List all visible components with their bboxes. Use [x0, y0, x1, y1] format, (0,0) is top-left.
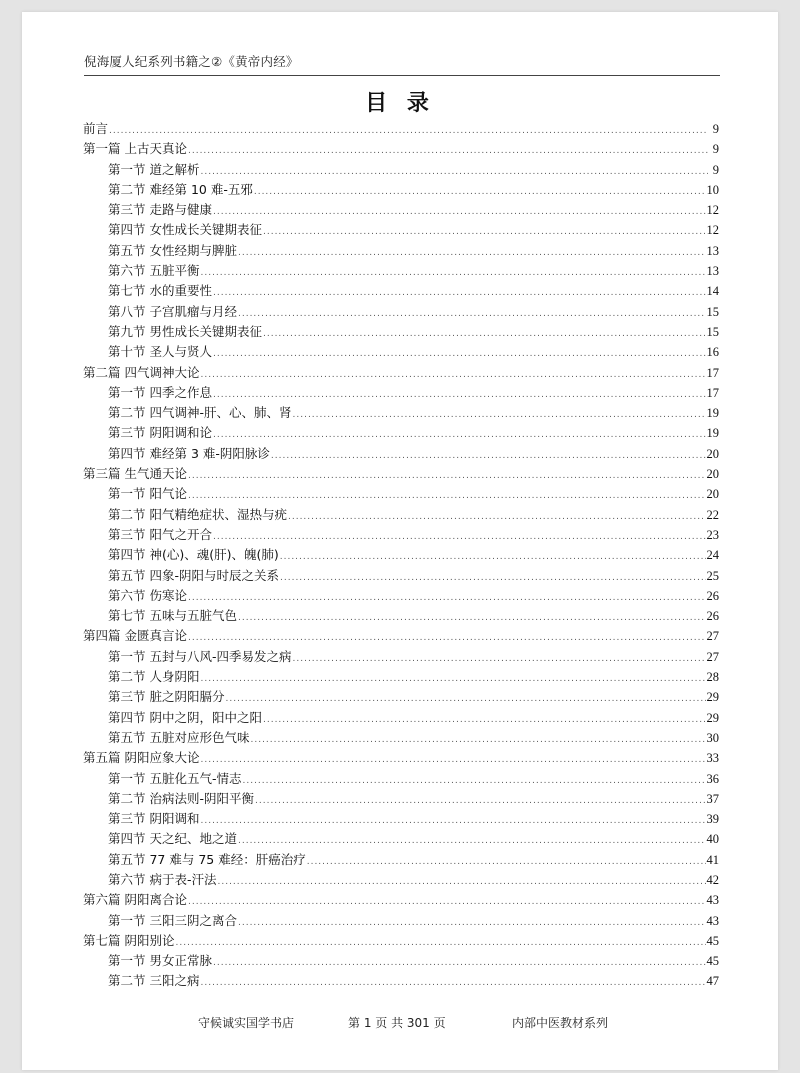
toc-section-entry[interactable]: [83, 160, 719, 180]
toc-entry-page: 42: [706, 872, 719, 887]
toc-entry-label: 第一节 五脏化五气-情志: [108, 770, 242, 786]
toc-entry-label: 第一节 三阳三阴之离合: [108, 912, 237, 928]
toc-entry-page: 24: [706, 548, 719, 563]
toc-entry-label: 第十节 圣人与贤人: [108, 344, 212, 360]
toc-leader-dots: [271, 446, 706, 466]
page-title: 目 录: [365, 91, 435, 116]
toc-entry-page: 28: [706, 670, 719, 685]
toc-entry-label: 第三节 脏之阴阳膈分: [108, 689, 225, 705]
toc-leader-dots: [200, 365, 705, 385]
toc-leader-dots: [213, 202, 706, 222]
toc-section-entry[interactable]: [83, 423, 719, 443]
toc-leader-dots: [217, 872, 705, 892]
toc-leader-dots: [200, 669, 705, 689]
toc-entry-label: 第二节 三阳之病: [108, 973, 200, 989]
toc-leader-dots: [213, 344, 706, 364]
toc-entry-label: 第一节 五封与八风-四季易发之病: [108, 648, 292, 664]
toc-entry-page: 26: [706, 588, 719, 603]
toc-entry-label: 第六节 伤寒论: [108, 587, 187, 603]
toc-section-entry[interactable]: [83, 809, 719, 829]
toc-leader-dots: [188, 892, 706, 912]
toc-entry-label: 第六节 病于表-汗法: [108, 871, 217, 887]
toc-entry-label: 前言: [83, 121, 109, 136]
toc-leader-dots: [200, 263, 705, 283]
toc-entry-label: 第二篇 四气调神大论: [83, 364, 200, 380]
toc-leader-dots: [255, 791, 706, 811]
toc-leader-dots: [263, 710, 706, 730]
toc-entry-label: 第四节 神(心)、魂(肝)、魄(肺): [108, 547, 279, 563]
toc-entry-page: 9: [712, 122, 719, 136]
toc-chapter-entry[interactable]: [83, 890, 719, 910]
footer-publisher: 守候诚实国学书店: [198, 1016, 295, 1030]
toc-entry-page: 41: [706, 852, 719, 867]
toc-entry-page: 9: [712, 142, 719, 157]
toc-entry-label: 第四篇 金匮真言论: [83, 628, 187, 644]
toc-entry-label: 第一节 男女正常脉: [108, 953, 212, 969]
toc-section-entry[interactable]: [83, 261, 719, 281]
toc-entry-page: 14: [706, 284, 719, 299]
footer-page-number: 第 1 页 共 301 页: [348, 1016, 446, 1030]
toc-entry-label: 第七节 水的重要性: [108, 283, 212, 299]
toc-leader-dots: [213, 953, 706, 973]
toc-chapter-entry[interactable]: [83, 139, 719, 159]
toc-chapter-entry[interactable]: [83, 931, 719, 951]
toc-chapter-entry[interactable]: [83, 119, 719, 139]
toc-section-entry[interactable]: [83, 850, 719, 870]
toc-chapter-entry[interactable]: [83, 464, 719, 484]
toc-entry-label: 第一节 阳气论: [108, 486, 187, 502]
toc-section-entry[interactable]: [83, 951, 719, 971]
toc-section-entry[interactable]: [83, 342, 719, 362]
toc-leader-dots: [307, 852, 706, 872]
toc-section-entry[interactable]: [83, 586, 719, 606]
toc-entry-page: 30: [706, 730, 719, 745]
toc-chapter-entry[interactable]: [83, 748, 719, 768]
toc-leader-dots: [263, 324, 706, 344]
toc-leader-dots: [238, 913, 706, 933]
toc-entry-label: 第二节 人身阴阳: [108, 669, 200, 685]
table-of-contents: [83, 119, 719, 992]
toc-entry-page: 29: [706, 690, 719, 705]
toc-entry-page: 20: [706, 446, 719, 461]
toc-entry-label: 第九节 男性成长关键期表征: [108, 323, 262, 339]
toc-entry-label: 第七篇 阴阳别论: [83, 932, 175, 948]
toc-entry-label: 第三节 阴阳调和: [108, 811, 200, 827]
toc-section-entry[interactable]: [83, 484, 719, 504]
toc-entry-label: 第一节 四季之作息: [108, 384, 212, 400]
toc-leader-dots: [200, 973, 705, 993]
toc-leader-dots: [254, 182, 706, 202]
toc-section-entry[interactable]: [83, 789, 719, 809]
toc-leader-dots: [200, 811, 705, 831]
toc-entry-page: 37: [706, 791, 719, 806]
toc-leader-dots: [213, 527, 706, 547]
toc-leader-dots: [188, 588, 706, 608]
toc-leader-dots: [213, 283, 706, 303]
toc-entry-label: 第五节 女性经期与脾脏: [108, 242, 237, 258]
toc-section-entry[interactable]: [83, 200, 719, 220]
toc-section-entry[interactable]: [83, 971, 719, 991]
toc-entry-label: 第三节 阴阳调和论: [108, 425, 212, 441]
toc-section-entry[interactable]: [83, 241, 719, 261]
toc-entry-page: 40: [706, 832, 719, 847]
toc-leader-dots: [213, 425, 706, 445]
toc-section-entry[interactable]: [83, 606, 719, 626]
toc-entry-page: 12: [706, 223, 719, 238]
toc-leader-dots: [250, 730, 705, 750]
toc-section-entry[interactable]: [83, 322, 719, 342]
toc-entry-page: 19: [706, 426, 719, 441]
toc-entry-page: 10: [706, 182, 719, 197]
toc-entry-page: 15: [706, 324, 719, 339]
toc-entry-page: 23: [706, 527, 719, 542]
toc-leader-dots: [213, 385, 706, 405]
toc-section-entry[interactable]: [83, 708, 719, 728]
toc-leader-dots: [280, 568, 706, 588]
toc-entry-page: 20: [706, 467, 719, 482]
toc-section-entry[interactable]: [83, 728, 719, 748]
toc-entry-label: 第二节 阳气精绝症状、湿热与疣: [108, 506, 287, 522]
toc-section-entry[interactable]: [83, 403, 719, 423]
toc-leader-dots: [280, 547, 706, 567]
toc-leader-dots: [238, 243, 706, 263]
toc-leader-dots: [188, 486, 706, 506]
toc-section-entry[interactable]: [83, 444, 719, 464]
toc-section-entry[interactable]: [83, 687, 719, 707]
toc-entry-page: 12: [706, 203, 719, 218]
toc-leader-dots: [109, 121, 708, 141]
toc-entry-label: 第四节 女性成长关键期表征: [108, 222, 262, 238]
toc-leader-dots: [175, 933, 705, 953]
running-header: 倪海厦人纪系列书籍之②《黄帝内经》: [84, 52, 720, 76]
toc-leader-dots: [263, 222, 706, 242]
toc-leader-dots: [238, 831, 706, 851]
toc-section-entry[interactable]: [83, 870, 719, 890]
toc-entry-label: 第五节 77 难与 75 难经：肝癌治疗: [108, 851, 306, 867]
toc-leader-dots: [200, 162, 708, 182]
toc-leader-dots: [225, 689, 705, 709]
toc-chapter-entry[interactable]: [83, 363, 719, 383]
toc-section-entry[interactable]: [83, 525, 719, 545]
toc-section-entry[interactable]: [83, 281, 719, 301]
toc-leader-dots: [188, 141, 708, 161]
toc-entry-page: 45: [706, 954, 719, 969]
toc-entry-page: 27: [706, 629, 719, 644]
toc-entry-label: 第四节 阴中之阴，阳中之阳: [108, 709, 262, 725]
toc-section-entry[interactable]: [83, 829, 719, 849]
toc-entry-page: 13: [706, 264, 719, 279]
toc-leader-dots: [200, 750, 705, 770]
toc-entry-label: 第六节 五脏平衡: [108, 263, 200, 279]
toc-entry-page: 25: [706, 568, 719, 583]
toc-entry-label: 第五篇 阴阳应象大论: [83, 750, 200, 766]
toc-entry-label: 第四节 天之纪、地之道: [108, 831, 237, 847]
toc-entry-page: 22: [706, 507, 719, 522]
toc-entry-label: 第二节 四气调神-肝、心、肺、肾: [108, 405, 292, 421]
toc-section-entry[interactable]: [83, 505, 719, 525]
toc-entry-page: 45: [706, 933, 719, 948]
toc-entry-page: 47: [706, 974, 719, 989]
toc-entry-label: 第五节 四象-阴阳与时辰之关系: [108, 567, 279, 583]
toc-entry-page: 20: [706, 487, 719, 502]
toc-chapter-entry[interactable]: [83, 626, 719, 646]
toc-entry-page: 15: [706, 304, 719, 319]
toc-entry-label: 第二节 治病法则-阴阳平衡: [108, 790, 254, 806]
toc-entry-label: 第七节 五味与五脏气色: [108, 608, 237, 624]
toc-leader-dots: [288, 507, 706, 527]
toc-entry-label: 第八节 子宫肌瘤与月经: [108, 303, 237, 319]
toc-section-entry[interactable]: [83, 220, 719, 240]
toc-entry-label: 第六篇 阴阳离合论: [83, 892, 187, 908]
toc-entry-label: 第一节 道之解析: [108, 161, 200, 177]
toc-leader-dots: [293, 405, 706, 425]
toc-entry-page: 19: [706, 406, 719, 421]
toc-section-entry[interactable]: [83, 647, 719, 667]
toc-section-entry[interactable]: [83, 566, 719, 586]
toc-section-entry[interactable]: [83, 911, 719, 931]
toc-section-entry[interactable]: [83, 383, 719, 403]
toc-leader-dots: [238, 608, 706, 628]
toc-entry-page: 43: [706, 893, 719, 908]
toc-entry-page: 36: [706, 771, 719, 786]
toc-entry-page: 27: [706, 649, 719, 664]
toc-entry-page: 43: [706, 913, 719, 928]
toc-entry-label: 第三节 走路与健康: [108, 202, 212, 218]
toc-section-entry[interactable]: [83, 545, 719, 565]
toc-leader-dots: [188, 628, 706, 648]
toc-leader-dots: [188, 466, 706, 486]
toc-entry-page: 39: [706, 812, 719, 827]
toc-leader-dots: [293, 649, 706, 669]
toc-entry-page: 17: [706, 365, 719, 380]
toc-entry-page: 29: [706, 710, 719, 725]
toc-entry-page: 13: [706, 243, 719, 258]
toc-section-entry[interactable]: [83, 180, 719, 200]
toc-leader-dots: [242, 771, 705, 791]
footer-series: 内部中医教材系列: [512, 1016, 609, 1030]
toc-entry-label: 第四节 难经第 3 难-阴阳脉诊: [108, 445, 270, 461]
toc-entry-label: 第一篇 上古天真论: [83, 141, 187, 157]
toc-entry-page: 9: [712, 162, 719, 177]
toc-entry-page: 26: [706, 609, 719, 624]
toc-entry-page: 33: [706, 751, 719, 766]
toc-section-entry[interactable]: [83, 769, 719, 789]
toc-entry-page: 16: [706, 345, 719, 360]
toc-entry-page: 17: [706, 385, 719, 400]
toc-entry-label: 第三节 阳气之开合: [108, 526, 212, 542]
toc-section-entry[interactable]: [83, 667, 719, 687]
toc-entry-label: 第三篇 生气通天论: [83, 466, 187, 482]
toc-section-entry[interactable]: [83, 302, 719, 322]
toc-entry-label: 第二节 难经第 10 难-五邪: [108, 181, 253, 197]
toc-leader-dots: [238, 304, 706, 324]
toc-entry-label: 第五节 五脏对应形色气味: [108, 729, 250, 745]
